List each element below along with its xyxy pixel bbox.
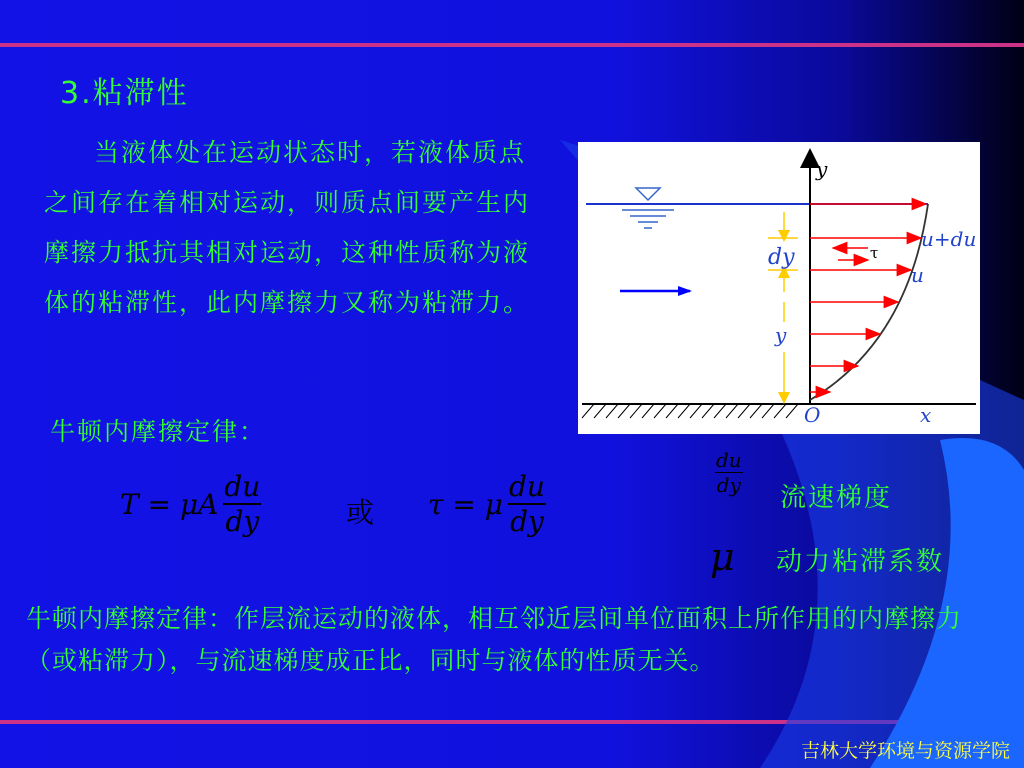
or-label: 或 bbox=[346, 496, 375, 529]
u-plus-du-label: u+du bbox=[921, 227, 977, 251]
formula2-lhs: τ = μ bbox=[428, 487, 503, 521]
formula2-numerator: du bbox=[508, 470, 545, 503]
gradient-denominator: dy bbox=[716, 473, 741, 497]
tau-label: τ bbox=[870, 244, 879, 262]
viscosity-definition-text: 当液体处在运动状态时，若液体质点之间存在着相对运动，则质点间要产生内摩擦力抵抗其相对运动，这种性质称为液体的粘滞性，此内摩擦力又称为粘滞力。 bbox=[44, 138, 531, 317]
gradient-numerator: du bbox=[716, 448, 742, 472]
velocity-arrows bbox=[810, 204, 926, 392]
newton-law-paragraph: 牛顿内摩擦定律：作层流运动的液体，相互邻近层间单位面积上所作用的内摩擦力（或粘滞力），与流速梯度成正比，同时与液体的性质无关。 bbox=[26, 604, 963, 675]
x-axis-label: x bbox=[920, 403, 932, 427]
velocity-gradient-fraction bbox=[714, 448, 744, 497]
y-axis-label: y bbox=[816, 157, 828, 181]
dimension-lines bbox=[768, 212, 798, 398]
water-surface-icon bbox=[622, 188, 674, 228]
formula2-fraction bbox=[507, 470, 547, 538]
origin-label: O bbox=[804, 403, 821, 427]
formula-shear-stress bbox=[428, 470, 551, 538]
y-depth-label: y bbox=[775, 323, 787, 347]
u-label: u bbox=[911, 263, 924, 287]
formula1-denominator: dy bbox=[225, 505, 260, 538]
svg-text:u+du bbox=[921, 227, 976, 251]
newton-law-label: 牛顿内摩擦定律： bbox=[50, 417, 267, 446]
formula2-denominator: dy bbox=[510, 505, 544, 538]
section-title: 3.粘滞性 bbox=[60, 76, 189, 111]
bed-hatching bbox=[582, 404, 798, 418]
viscosity-definition-paragraph bbox=[44, 128, 544, 328]
svg-text:y bbox=[815, 157, 828, 181]
velocity-gradient-label: 流速梯度 bbox=[780, 483, 893, 513]
svg-text:τ bbox=[870, 244, 878, 262]
shear-stress-arrows bbox=[833, 248, 868, 260]
svg-text:y bbox=[774, 323, 787, 347]
svg-text:dy bbox=[768, 245, 795, 270]
formula1-lhs: T = μA bbox=[120, 487, 219, 521]
dy-label: dy bbox=[768, 245, 795, 270]
svg-text:u bbox=[911, 263, 924, 287]
formula1-numerator: du bbox=[224, 470, 261, 503]
svg-text:O bbox=[804, 403, 820, 427]
dynamic-viscosity-label: 动力粘滞系数 bbox=[776, 547, 945, 577]
mu-symbol: μ bbox=[710, 535, 735, 579]
velocity-profile-diagram bbox=[578, 142, 980, 434]
footer-institution: 吉林大学环境与资源学院 bbox=[800, 740, 1010, 762]
formula1-fraction bbox=[222, 470, 262, 538]
formula-shear-force bbox=[120, 470, 266, 538]
svg-text:x bbox=[920, 403, 931, 427]
